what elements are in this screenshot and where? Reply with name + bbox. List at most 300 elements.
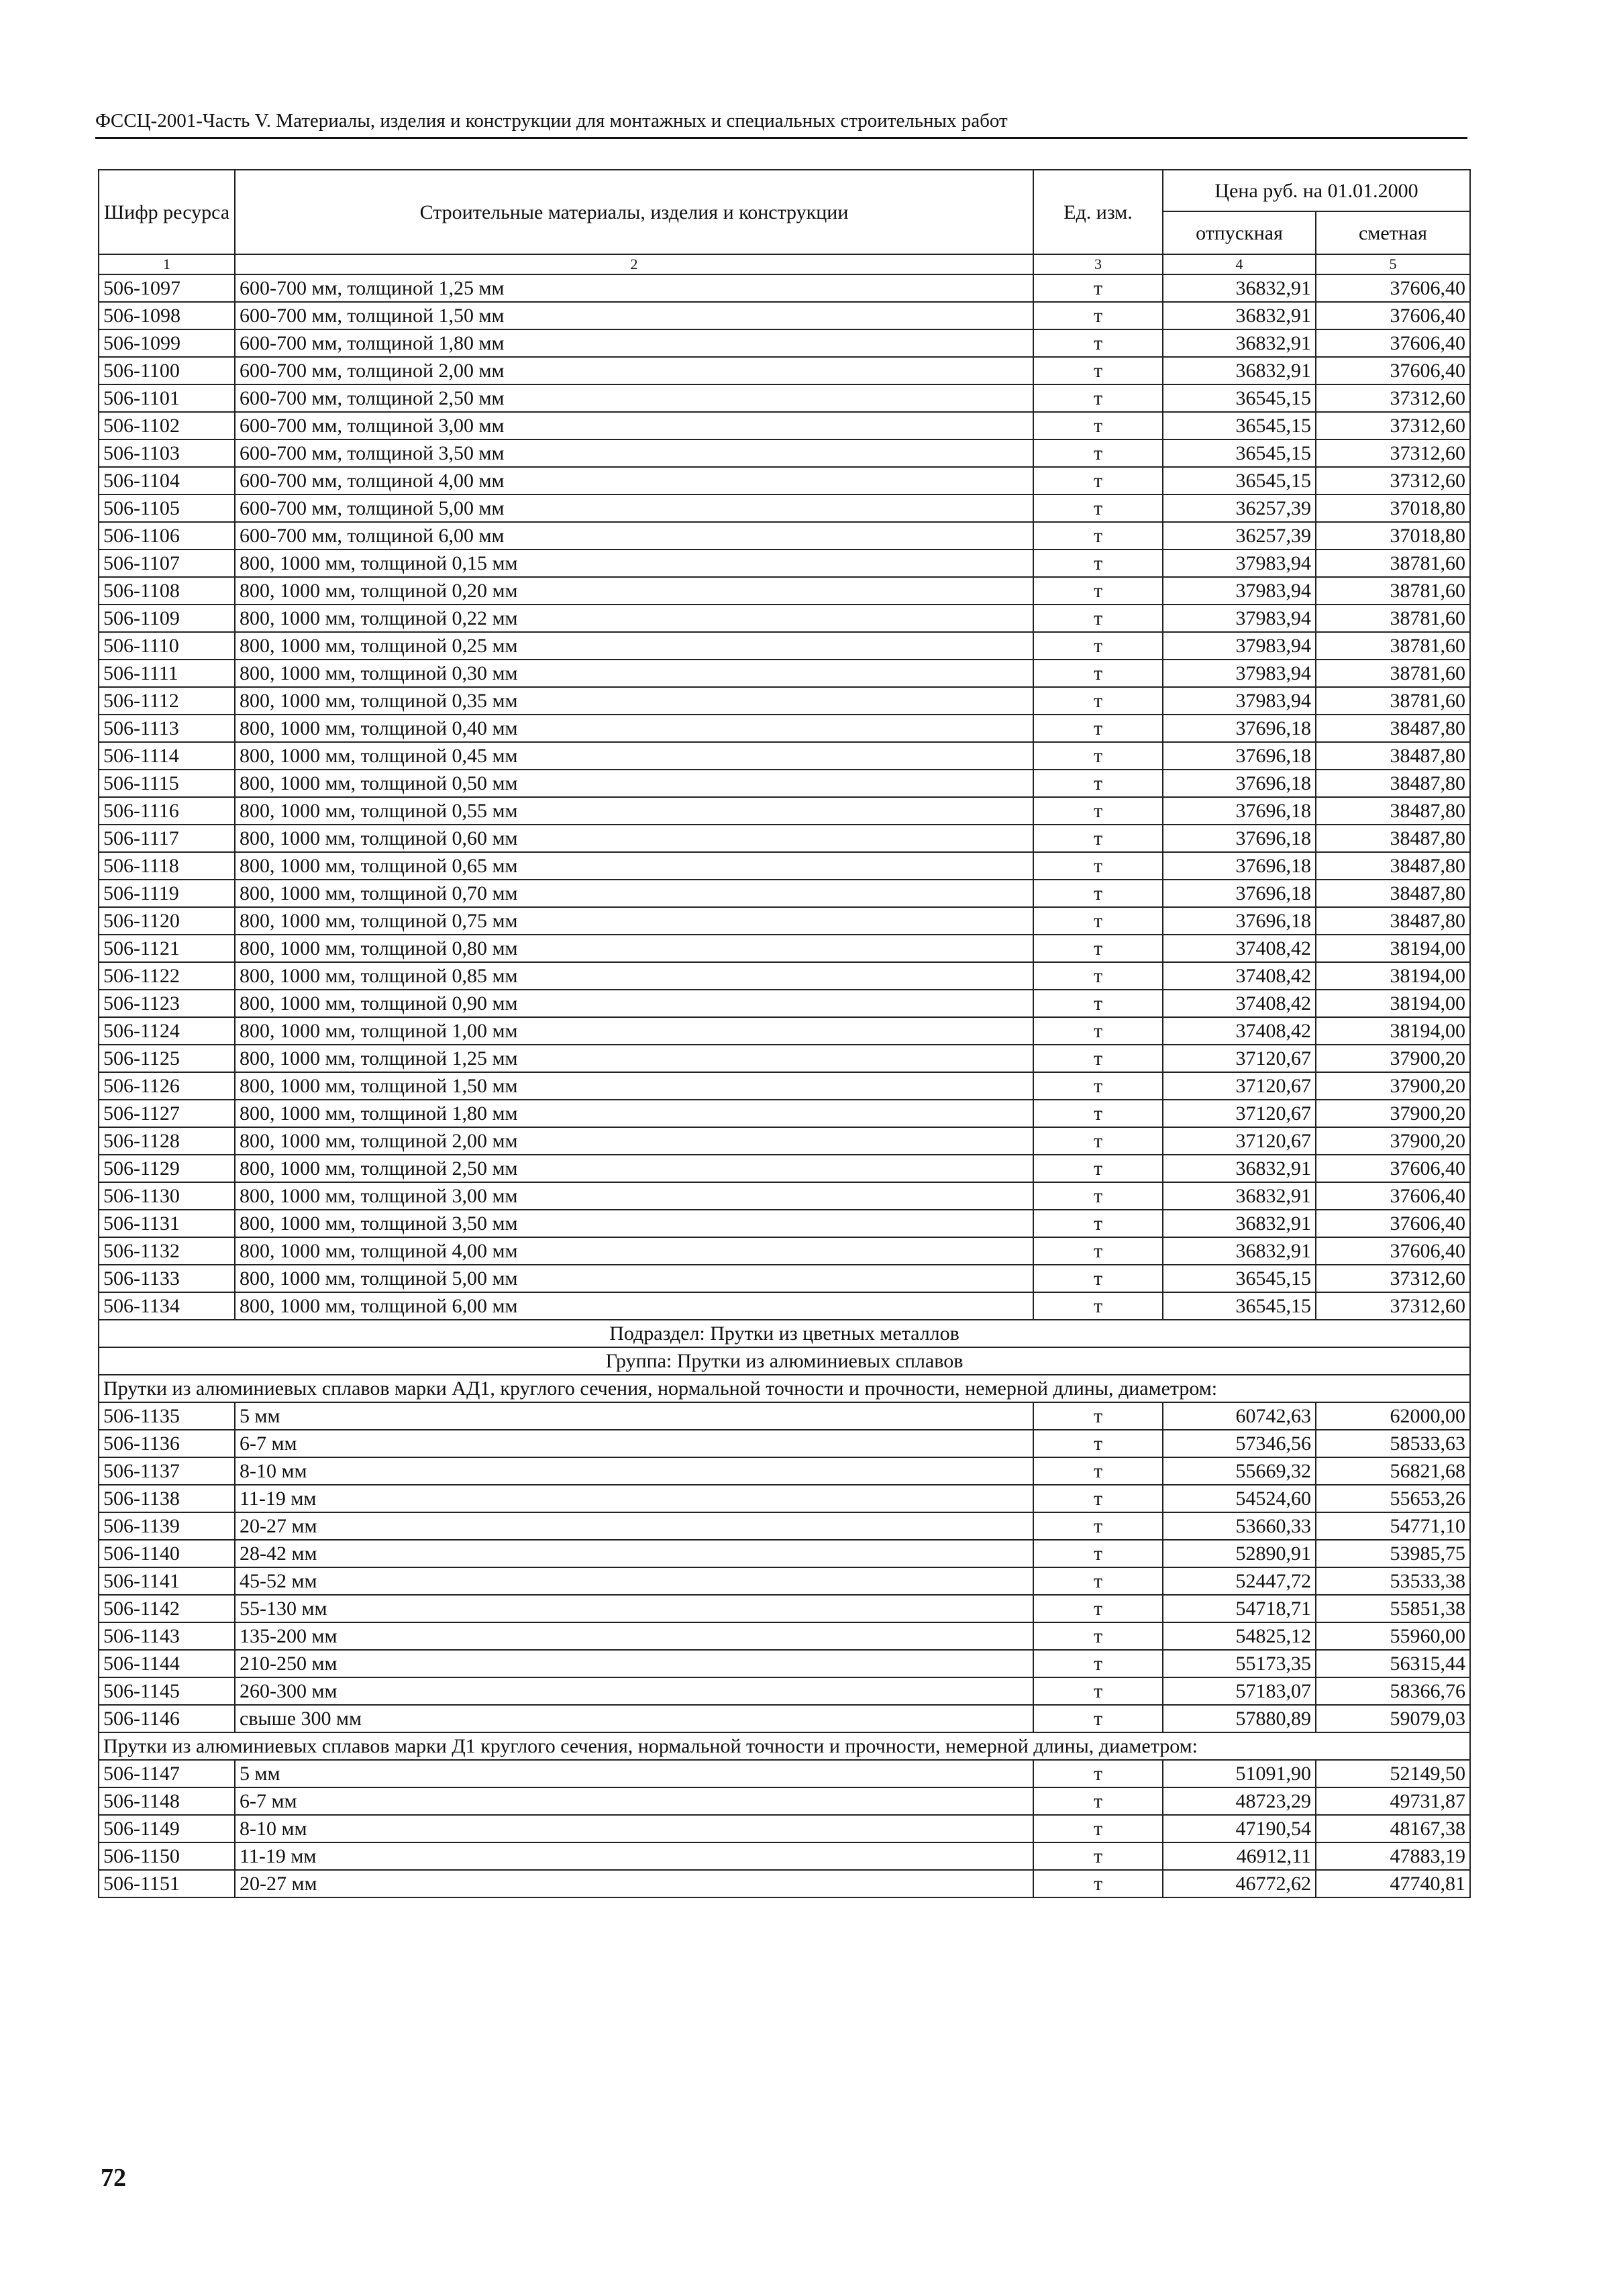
estimate-price-cell: 38487,80 bbox=[1316, 852, 1470, 880]
table-row bbox=[99, 274, 1470, 302]
release-price-cell: 36832,91 bbox=[1163, 1237, 1316, 1265]
resource-code-cell: 506-1111 bbox=[99, 660, 235, 687]
release-price-cell: 37983,94 bbox=[1163, 632, 1316, 660]
table-row bbox=[99, 302, 1470, 329]
unit-cell: т bbox=[1033, 302, 1163, 329]
table-row bbox=[99, 1567, 1470, 1595]
unit-cell: т bbox=[1033, 1402, 1163, 1430]
release-price-cell: 54825,12 bbox=[1163, 1622, 1316, 1650]
table-row bbox=[99, 1072, 1470, 1100]
unit-cell: т bbox=[1033, 907, 1163, 935]
release-price-cell: 37408,42 bbox=[1163, 935, 1316, 962]
unit-cell: т bbox=[1033, 1485, 1163, 1512]
table-row bbox=[99, 1787, 1470, 1815]
estimate-price-cell: 48167,38 bbox=[1316, 1815, 1470, 1842]
unit-cell: т bbox=[1033, 384, 1163, 412]
release-price-cell: 37983,94 bbox=[1163, 577, 1316, 605]
resource-code-cell: 506-1097 bbox=[99, 274, 235, 302]
resource-code-cell: 506-1126 bbox=[99, 1072, 235, 1100]
resource-code-cell: 506-1151 bbox=[99, 1870, 235, 1897]
table-row bbox=[99, 1870, 1470, 1897]
description-cell: 600-700 мм, толщиной 1,80 мм bbox=[235, 329, 1033, 357]
estimate-price-cell: 38194,00 bbox=[1316, 990, 1470, 1017]
description-cell: 600-700 мм, толщиной 6,00 мм bbox=[235, 522, 1033, 550]
estimate-price-cell: 38194,00 bbox=[1316, 1017, 1470, 1045]
table-row bbox=[99, 605, 1470, 632]
estimate-price-cell: 38487,80 bbox=[1316, 825, 1470, 852]
description-cell: 600-700 мм, толщиной 3,50 мм bbox=[235, 439, 1033, 467]
resource-code-cell: 506-1109 bbox=[99, 605, 235, 632]
unit-cell: т bbox=[1033, 1677, 1163, 1705]
unit-cell: т bbox=[1033, 1237, 1163, 1265]
description-cell: 210-250 мм bbox=[235, 1650, 1033, 1677]
release-price-cell: 37696,18 bbox=[1163, 770, 1316, 797]
table-row bbox=[99, 1650, 1470, 1677]
estimate-price-cell: 58533,63 bbox=[1316, 1430, 1470, 1457]
resource-code-cell: 506-1149 bbox=[99, 1815, 235, 1842]
unit-cell: т bbox=[1033, 742, 1163, 770]
description-cell: 55-130 мм bbox=[235, 1595, 1033, 1622]
resource-code-cell: 506-1120 bbox=[99, 907, 235, 935]
table-row bbox=[99, 1237, 1470, 1265]
release-price-cell: 37696,18 bbox=[1163, 742, 1316, 770]
resource-code-cell: 506-1130 bbox=[99, 1182, 235, 1210]
unit-cell: т bbox=[1033, 1265, 1163, 1292]
description-cell: свыше 300 мм bbox=[235, 1705, 1033, 1732]
description-cell: 800, 1000 мм, толщиной 0,40 мм bbox=[235, 715, 1033, 742]
release-price-cell: 60742,63 bbox=[1163, 1402, 1316, 1430]
resource-code-cell: 506-1127 bbox=[99, 1100, 235, 1127]
unit-cell: т bbox=[1033, 1292, 1163, 1320]
rows-d1-section bbox=[99, 1760, 1470, 1897]
resource-code-cell: 506-1123 bbox=[99, 990, 235, 1017]
release-price-cell: 54718,71 bbox=[1163, 1595, 1316, 1622]
resource-code-cell: 506-1100 bbox=[99, 357, 235, 384]
resource-code-cell: 506-1148 bbox=[99, 1787, 235, 1815]
release-price-cell: 37983,94 bbox=[1163, 550, 1316, 577]
table-row bbox=[99, 632, 1470, 660]
estimate-price-cell: 38487,80 bbox=[1316, 907, 1470, 935]
release-price-cell: 54524,60 bbox=[1163, 1485, 1316, 1512]
estimate-price-cell: 38487,80 bbox=[1316, 880, 1470, 907]
description-cell: 8-10 мм bbox=[235, 1457, 1033, 1485]
table-row bbox=[99, 715, 1470, 742]
description-cell: 800, 1000 мм, толщиной 1,50 мм bbox=[235, 1072, 1033, 1100]
description-cell: 800, 1000 мм, толщиной 4,00 мм bbox=[235, 1237, 1033, 1265]
release-price-cell: 36545,15 bbox=[1163, 412, 1316, 439]
table-row bbox=[99, 1265, 1470, 1292]
unit-cell: т bbox=[1033, 660, 1163, 687]
estimate-price-cell: 37900,20 bbox=[1316, 1127, 1470, 1155]
description-cell: 800, 1000 мм, толщиной 6,00 мм bbox=[235, 1292, 1033, 1320]
unit-cell: т bbox=[1033, 1017, 1163, 1045]
unit-cell: т bbox=[1033, 467, 1163, 494]
estimate-price-cell: 38781,60 bbox=[1316, 687, 1470, 715]
release-price-cell: 37696,18 bbox=[1163, 825, 1316, 852]
unit-cell: т bbox=[1033, 274, 1163, 302]
release-price-cell: 37696,18 bbox=[1163, 880, 1316, 907]
release-price-cell: 57880,89 bbox=[1163, 1705, 1316, 1732]
release-price-cell: 37696,18 bbox=[1163, 715, 1316, 742]
release-price-cell: 36257,39 bbox=[1163, 522, 1316, 550]
resource-code-cell: 506-1122 bbox=[99, 962, 235, 990]
table-row bbox=[99, 1595, 1470, 1622]
resource-code-cell: 506-1150 bbox=[99, 1842, 235, 1870]
table-row bbox=[99, 1182, 1470, 1210]
table-row bbox=[99, 660, 1470, 687]
estimate-price-cell: 37900,20 bbox=[1316, 1072, 1470, 1100]
release-price-cell: 52890,91 bbox=[1163, 1540, 1316, 1567]
table-row bbox=[99, 1705, 1470, 1732]
resource-code-cell: 506-1146 bbox=[99, 1705, 235, 1732]
description-cell: 800, 1000 мм, толщиной 0,50 мм bbox=[235, 770, 1033, 797]
release-price-cell: 53660,33 bbox=[1163, 1512, 1316, 1540]
unit-cell: т bbox=[1033, 1182, 1163, 1210]
unit-cell: т bbox=[1033, 357, 1163, 384]
resource-code-cell: 506-1101 bbox=[99, 384, 235, 412]
table-row bbox=[99, 687, 1470, 715]
description-cell: 800, 1000 мм, толщиной 2,00 мм bbox=[235, 1127, 1033, 1155]
table-row bbox=[99, 907, 1470, 935]
description-cell: 260-300 мм bbox=[235, 1677, 1033, 1705]
resource-code-cell: 506-1139 bbox=[99, 1512, 235, 1540]
unit-cell: т bbox=[1033, 852, 1163, 880]
unit-cell: т bbox=[1033, 329, 1163, 357]
description-cell: 800, 1000 мм, толщиной 0,22 мм bbox=[235, 605, 1033, 632]
release-price-cell: 36545,15 bbox=[1163, 1292, 1316, 1320]
description-cell: 600-700 мм, толщиной 1,50 мм bbox=[235, 302, 1033, 329]
release-price-cell: 37983,94 bbox=[1163, 605, 1316, 632]
unit-cell: т bbox=[1033, 605, 1163, 632]
release-price-cell: 36832,91 bbox=[1163, 274, 1316, 302]
table-row bbox=[99, 522, 1470, 550]
estimate-price-cell: 55960,00 bbox=[1316, 1622, 1470, 1650]
description-cell: 600-700 мм, толщиной 1,25 мм bbox=[235, 274, 1033, 302]
header-code: Шифр ресурса bbox=[99, 170, 235, 254]
unit-cell: т bbox=[1033, 1072, 1163, 1100]
estimate-price-cell: 53533,38 bbox=[1316, 1567, 1470, 1595]
release-price-cell: 37120,67 bbox=[1163, 1100, 1316, 1127]
estimate-price-cell: 37312,60 bbox=[1316, 467, 1470, 494]
unit-cell: т bbox=[1033, 632, 1163, 660]
group-description-d1: Прутки из алюминиевых сплавов марки Д1 круглого сечения, нормальной точности и прочности, немерной длины, диаметром: bbox=[99, 1732, 1470, 1760]
release-price-cell: 55173,35 bbox=[1163, 1650, 1316, 1677]
description-cell: 800, 1000 мм, толщиной 3,50 мм bbox=[235, 1210, 1033, 1237]
release-price-cell: 37120,67 bbox=[1163, 1072, 1316, 1100]
unit-cell: т bbox=[1033, 825, 1163, 852]
rows-ad1-section bbox=[99, 1402, 1470, 1732]
release-price-cell: 37408,42 bbox=[1163, 1017, 1316, 1045]
page-header: ФССЦ-2001-Часть V. Материалы, изделия и конструкции для монтажных и специальных строительных работ bbox=[95, 107, 1467, 139]
release-price-cell: 36832,91 bbox=[1163, 302, 1316, 329]
header-unit: Ед. изм. bbox=[1033, 170, 1163, 254]
description-cell: 600-700 мм, толщиной 5,00 мм bbox=[235, 494, 1033, 522]
estimate-price-cell: 38487,80 bbox=[1316, 742, 1470, 770]
rows-sheet-section bbox=[99, 274, 1470, 1320]
description-cell: 11-19 мм bbox=[235, 1485, 1033, 1512]
description-cell: 600-700 мм, толщиной 2,00 мм bbox=[235, 357, 1033, 384]
release-price-cell: 36832,91 bbox=[1163, 1210, 1316, 1237]
unit-cell: т bbox=[1033, 1540, 1163, 1567]
unit-cell: т bbox=[1033, 1622, 1163, 1650]
resource-code-cell: 506-1119 bbox=[99, 880, 235, 907]
table-row bbox=[99, 1760, 1470, 1787]
release-price-cell: 46772,62 bbox=[1163, 1870, 1316, 1897]
table-row bbox=[99, 1512, 1470, 1540]
table-row bbox=[99, 990, 1470, 1017]
table-row bbox=[99, 1815, 1470, 1842]
table-row bbox=[99, 770, 1470, 797]
resource-code-cell: 506-1142 bbox=[99, 1595, 235, 1622]
unit-cell: т bbox=[1033, 522, 1163, 550]
table-row bbox=[99, 550, 1470, 577]
release-price-cell: 36832,91 bbox=[1163, 329, 1316, 357]
description-cell: 600-700 мм, толщиной 3,00 мм bbox=[235, 412, 1033, 439]
release-price-cell: 37696,18 bbox=[1163, 852, 1316, 880]
column-number: 3 bbox=[1033, 254, 1163, 274]
description-cell: 135-200 мм bbox=[235, 1622, 1033, 1650]
resource-code-cell: 506-1141 bbox=[99, 1567, 235, 1595]
resource-code-cell: 506-1125 bbox=[99, 1045, 235, 1072]
release-price-cell: 51091,90 bbox=[1163, 1760, 1316, 1787]
description-cell: 800, 1000 мм, толщиной 0,30 мм bbox=[235, 660, 1033, 687]
release-price-cell: 48723,29 bbox=[1163, 1787, 1316, 1815]
table-row bbox=[99, 1402, 1470, 1430]
column-number: 1 bbox=[99, 254, 235, 274]
table-row bbox=[99, 494, 1470, 522]
description-cell: 6-7 мм bbox=[235, 1787, 1033, 1815]
resource-code-cell: 506-1115 bbox=[99, 770, 235, 797]
unit-cell: т bbox=[1033, 880, 1163, 907]
table-row bbox=[99, 1292, 1470, 1320]
estimate-price-cell: 38781,60 bbox=[1316, 577, 1470, 605]
unit-cell: т bbox=[1033, 990, 1163, 1017]
release-price-cell: 57183,07 bbox=[1163, 1677, 1316, 1705]
table-row bbox=[99, 467, 1470, 494]
resource-code-cell: 506-1143 bbox=[99, 1622, 235, 1650]
resource-code-cell: 506-1129 bbox=[99, 1155, 235, 1182]
unit-cell: т bbox=[1033, 1045, 1163, 1072]
description-cell: 11-19 мм bbox=[235, 1842, 1033, 1870]
subsection-title: Подраздел: Прутки из цветных металлов bbox=[99, 1320, 1470, 1347]
resource-code-cell: 506-1137 bbox=[99, 1457, 235, 1485]
release-price-cell: 36545,15 bbox=[1163, 439, 1316, 467]
estimate-price-cell: 47883,19 bbox=[1316, 1842, 1470, 1870]
resource-code-cell: 506-1144 bbox=[99, 1650, 235, 1677]
release-price-cell: 37120,67 bbox=[1163, 1045, 1316, 1072]
resource-code-cell: 506-1114 bbox=[99, 742, 235, 770]
description-cell: 800, 1000 мм, толщиной 0,15 мм bbox=[235, 550, 1033, 577]
estimate-price-cell: 47740,81 bbox=[1316, 1870, 1470, 1897]
unit-cell: т bbox=[1033, 1155, 1163, 1182]
resource-code-cell: 506-1138 bbox=[99, 1485, 235, 1512]
estimate-price-cell: 37018,80 bbox=[1316, 522, 1470, 550]
description-cell: 800, 1000 мм, толщиной 3,00 мм bbox=[235, 1182, 1033, 1210]
estimate-price-cell: 37606,40 bbox=[1316, 274, 1470, 302]
estimate-price-cell: 49731,87 bbox=[1316, 1787, 1470, 1815]
description-cell: 800, 1000 мм, толщиной 1,25 мм bbox=[235, 1045, 1033, 1072]
description-cell: 28-42 мм bbox=[235, 1540, 1033, 1567]
estimate-price-cell: 55653,26 bbox=[1316, 1485, 1470, 1512]
description-cell: 800, 1000 мм, толщиной 0,20 мм bbox=[235, 577, 1033, 605]
description-cell: 20-27 мм bbox=[235, 1512, 1033, 1540]
resource-code-cell: 506-1112 bbox=[99, 687, 235, 715]
resource-code-cell: 506-1107 bbox=[99, 550, 235, 577]
unit-cell: т bbox=[1033, 1567, 1163, 1595]
release-price-cell: 36545,15 bbox=[1163, 384, 1316, 412]
table-row bbox=[99, 412, 1470, 439]
unit-cell: т bbox=[1033, 715, 1163, 742]
estimate-price-cell: 38487,80 bbox=[1316, 797, 1470, 825]
table-row bbox=[99, 1127, 1470, 1155]
unit-cell: т bbox=[1033, 577, 1163, 605]
resource-code-cell: 506-1098 bbox=[99, 302, 235, 329]
table-row bbox=[99, 329, 1470, 357]
group-description-ad1: Прутки из алюминиевых сплавов марки АД1, круглого сечения, нормальной точности и прочности, немерной длины, диаметром: bbox=[99, 1375, 1470, 1402]
release-price-cell: 37983,94 bbox=[1163, 660, 1316, 687]
unit-cell: т bbox=[1033, 770, 1163, 797]
estimate-price-cell: 38487,80 bbox=[1316, 715, 1470, 742]
resource-code-cell: 506-1134 bbox=[99, 1292, 235, 1320]
release-price-cell: 36832,91 bbox=[1163, 1155, 1316, 1182]
table-row bbox=[99, 357, 1470, 384]
resource-code-cell: 506-1102 bbox=[99, 412, 235, 439]
estimate-price-cell: 37312,60 bbox=[1316, 1265, 1470, 1292]
description-cell: 800, 1000 мм, толщиной 2,50 мм bbox=[235, 1155, 1033, 1182]
estimate-price-cell: 38194,00 bbox=[1316, 935, 1470, 962]
description-cell: 800, 1000 мм, толщиной 0,90 мм bbox=[235, 990, 1033, 1017]
estimate-price-cell: 37312,60 bbox=[1316, 1292, 1470, 1320]
estimate-price-cell: 38194,00 bbox=[1316, 962, 1470, 990]
description-cell: 800, 1000 мм, толщиной 0,70 мм bbox=[235, 880, 1033, 907]
description-cell: 5 мм bbox=[235, 1402, 1033, 1430]
estimate-price-cell: 37900,20 bbox=[1316, 1100, 1470, 1127]
release-price-cell: 37696,18 bbox=[1163, 797, 1316, 825]
resource-code-cell: 506-1105 bbox=[99, 494, 235, 522]
estimate-price-cell: 37606,40 bbox=[1316, 357, 1470, 384]
resource-code-cell: 506-1117 bbox=[99, 825, 235, 852]
unit-cell: т bbox=[1033, 1100, 1163, 1127]
release-price-cell: 55669,32 bbox=[1163, 1457, 1316, 1485]
estimate-price-cell: 38487,80 bbox=[1316, 770, 1470, 797]
release-price-cell: 57346,56 bbox=[1163, 1430, 1316, 1457]
resource-code-cell: 506-1116 bbox=[99, 797, 235, 825]
table-row bbox=[99, 1045, 1470, 1072]
unit-cell: т bbox=[1033, 1705, 1163, 1732]
description-cell: 800, 1000 мм, толщиной 0,65 мм bbox=[235, 852, 1033, 880]
group-title: Группа: Прутки из алюминиевых сплавов bbox=[99, 1347, 1470, 1375]
table-row bbox=[99, 1430, 1470, 1457]
description-cell: 600-700 мм, толщиной 4,00 мм bbox=[235, 467, 1033, 494]
estimate-price-cell: 37606,40 bbox=[1316, 1210, 1470, 1237]
column-number: 2 bbox=[235, 254, 1033, 274]
unit-cell: т bbox=[1033, 1210, 1163, 1237]
release-price-cell: 37408,42 bbox=[1163, 990, 1316, 1017]
description-cell: 8-10 мм bbox=[235, 1815, 1033, 1842]
resource-code-cell: 506-1128 bbox=[99, 1127, 235, 1155]
table-row bbox=[99, 384, 1470, 412]
table-row bbox=[99, 1677, 1470, 1705]
estimate-price-cell: 54771,10 bbox=[1316, 1512, 1470, 1540]
estimate-price-cell: 37606,40 bbox=[1316, 302, 1470, 329]
table-row bbox=[99, 880, 1470, 907]
description-cell: 800, 1000 мм, толщиной 0,55 мм bbox=[235, 797, 1033, 825]
column-number: 5 bbox=[1316, 254, 1470, 274]
page-number: 72 bbox=[101, 2164, 126, 2192]
unit-cell: т bbox=[1033, 935, 1163, 962]
unit-cell: т bbox=[1033, 439, 1163, 467]
estimate-price-cell: 52149,50 bbox=[1316, 1760, 1470, 1787]
resource-code-cell: 506-1140 bbox=[99, 1540, 235, 1567]
release-price-cell: 37120,67 bbox=[1163, 1127, 1316, 1155]
unit-cell: т bbox=[1033, 1815, 1163, 1842]
table-row bbox=[99, 439, 1470, 467]
estimate-price-cell: 56821,68 bbox=[1316, 1457, 1470, 1485]
estimate-price-cell: 56315,44 bbox=[1316, 1650, 1470, 1677]
resource-code-cell: 506-1145 bbox=[99, 1677, 235, 1705]
column-number: 4 bbox=[1163, 254, 1316, 274]
table-row bbox=[99, 1100, 1470, 1127]
description-cell: 800, 1000 мм, толщиной 0,35 мм bbox=[235, 687, 1033, 715]
resource-code-cell: 506-1136 bbox=[99, 1430, 235, 1457]
unit-cell: т bbox=[1033, 550, 1163, 577]
resource-code-cell: 506-1103 bbox=[99, 439, 235, 467]
resource-code-cell: 506-1135 bbox=[99, 1402, 235, 1430]
unit-cell: т bbox=[1033, 1842, 1163, 1870]
header-release-price: отпускная bbox=[1163, 211, 1316, 254]
release-price-cell: 37983,94 bbox=[1163, 687, 1316, 715]
estimate-price-cell: 37312,60 bbox=[1316, 384, 1470, 412]
unit-cell: т bbox=[1033, 1650, 1163, 1677]
description-cell: 800, 1000 мм, толщиной 5,00 мм bbox=[235, 1265, 1033, 1292]
table-row bbox=[99, 742, 1470, 770]
header-price: Цена руб. на 01.01.2000 bbox=[1163, 170, 1470, 211]
estimate-price-cell: 37312,60 bbox=[1316, 412, 1470, 439]
release-price-cell: 37696,18 bbox=[1163, 907, 1316, 935]
resource-code-cell: 506-1121 bbox=[99, 935, 235, 962]
description-cell: 800, 1000 мм, толщиной 1,00 мм bbox=[235, 1017, 1033, 1045]
description-cell: 800, 1000 мм, толщиной 0,25 мм bbox=[235, 632, 1033, 660]
table-row bbox=[99, 962, 1470, 990]
table-row bbox=[99, 577, 1470, 605]
unit-cell: т bbox=[1033, 494, 1163, 522]
unit-cell: т bbox=[1033, 1127, 1163, 1155]
release-price-cell: 36545,15 bbox=[1163, 1265, 1316, 1292]
table-row bbox=[99, 852, 1470, 880]
estimate-price-cell: 38781,60 bbox=[1316, 550, 1470, 577]
unit-cell: т bbox=[1033, 1595, 1163, 1622]
table-row bbox=[99, 1017, 1470, 1045]
release-price-cell: 36832,91 bbox=[1163, 1182, 1316, 1210]
description-cell: 800, 1000 мм, толщиной 0,45 мм bbox=[235, 742, 1033, 770]
resource-code-cell: 506-1118 bbox=[99, 852, 235, 880]
table-row bbox=[99, 797, 1470, 825]
description-cell: 5 мм bbox=[235, 1760, 1033, 1787]
unit-cell: т bbox=[1033, 1457, 1163, 1485]
table-row bbox=[99, 825, 1470, 852]
estimate-price-cell: 37606,40 bbox=[1316, 1182, 1470, 1210]
release-price-cell: 46912,11 bbox=[1163, 1842, 1316, 1870]
resource-code-cell: 506-1108 bbox=[99, 577, 235, 605]
resource-code-cell: 506-1133 bbox=[99, 1265, 235, 1292]
estimate-price-cell: 38781,60 bbox=[1316, 605, 1470, 632]
estimate-price-cell: 38781,60 bbox=[1316, 632, 1470, 660]
estimate-price-cell: 37606,40 bbox=[1316, 329, 1470, 357]
table-row bbox=[99, 1842, 1470, 1870]
resource-code-cell: 506-1131 bbox=[99, 1210, 235, 1237]
table-row bbox=[99, 1210, 1470, 1237]
resource-code-cell: 506-1124 bbox=[99, 1017, 235, 1045]
